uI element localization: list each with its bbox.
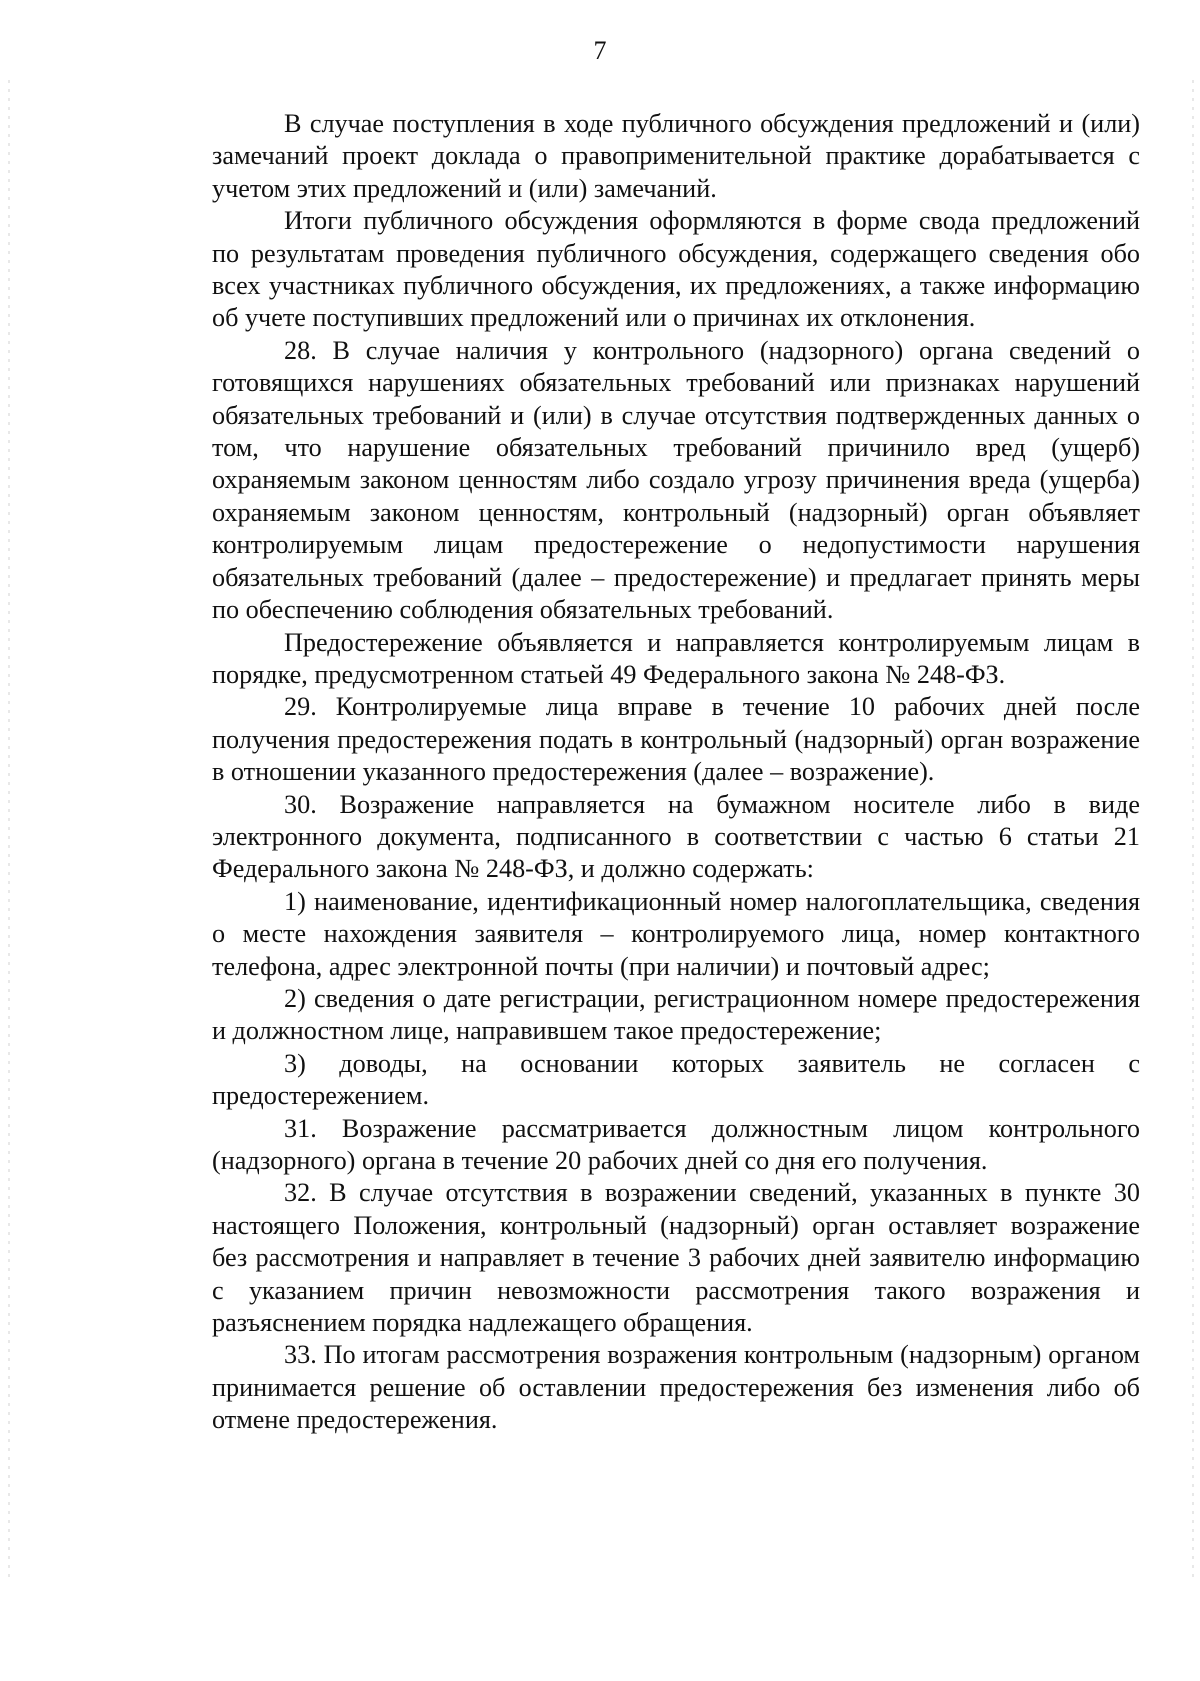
paragraph-item-31: 31. Возражение рассматривается должностным лицом контрольного (надзорного) органа в течение 20 рабочих дней со дня его получения. [212, 1113, 1140, 1175]
paragraph-item-30: 30. Возражение направляется на бумажном носителе либо в виде электронного документа, подписанного в соответствии с частью 6 статьи 21 Федерального закона № 248-ФЗ, и должно содержать: [212, 789, 1140, 884]
paragraph: Итоги публичного обсуждения оформляются в форме свода предложений по результатам проведения публичного обсуждения, содержащего сведения обо всех участниках публичного обсуждения, их предложениях, а также информацию об учете поступивших предложений или о причинах их отклонения. [212, 206, 1140, 333]
page-number: 7 [593, 36, 607, 65]
paragraph-item-29: 29. Контролируемые лица вправе в течение 10 рабочих дней после получения предостережения подать в контрольный (надзорный) орган возражение в отношении указанного предостережения (далее – возражение). [212, 692, 1140, 787]
subitem-3: 3) доводы, на основании которых заявитель не согласен с предостережением. [212, 1048, 1140, 1111]
subitem-2: 2) сведения о дате регистрации, регистрационном номере предостережения и должностном лице, направившем такое предостережение; [212, 983, 1140, 1046]
scan-edge-left [8, 80, 10, 1580]
paragraph: В случае поступления в ходе публичного обсуждения предложений и (или) замечаний проект доклада о правоприменительной практике дорабатывается с учетом этих предложений и (или) замечаний. [212, 109, 1140, 203]
paragraph-item-33: 33. По итогам рассмотрения возражения контрольным (надзорным) органом принимается решение об оставлении предостережения без изменения либо об отмене предостережения. [212, 1340, 1140, 1435]
scan-edge-right [1192, 80, 1194, 1580]
paragraph: Предостережение объявляется и направляется контролируемым лицам в порядке, предусмотренном статьей 49 Федерального закона № 248-ФЗ. [212, 627, 1140, 689]
subitem-1: 1) наименование, идентификационный номер налогоплательщика, сведения о месте нахождения заявителя – контролируемого лица, номер контактного телефона, адрес электронной почты (при наличии) и почтовый адрес; [212, 886, 1140, 981]
paragraph-item-28: 28. В случае наличия у контрольного (надзорного) органа сведений о готовящихся нарушениях обязательных требований или признаках нарушений обязательных требований и (или) в случае отсутствия подтвержденных данных о том, что нарушение обязательных требований причинило вред (ущерб) охраняемым законом ценностям либо создало угрозу причинения вреда (ущерба) охраняемым законом ценностям, контрольный (надзорный) орган объявляет контролируемым лицам предостережение о недопустимости нарушения обязательных требований (далее – предостережение) и предлагает принять меры по обеспечению соблюдения обязательных требований. [212, 335, 1140, 625]
document-body [212, 108, 1140, 1437]
paragraph-item-32: 32. В случае отсутствия в возражении сведений, указанных в пункте 30 настоящего Положения, контрольный (надзорный) орган оставляет возражение без рассмотрения и направляет в течение 3 рабочих дней заявителю информацию с указанием причин невозможности рассмотрения такого возражения и разъяснением порядка надлежащего обращения. [212, 1178, 1140, 1338]
